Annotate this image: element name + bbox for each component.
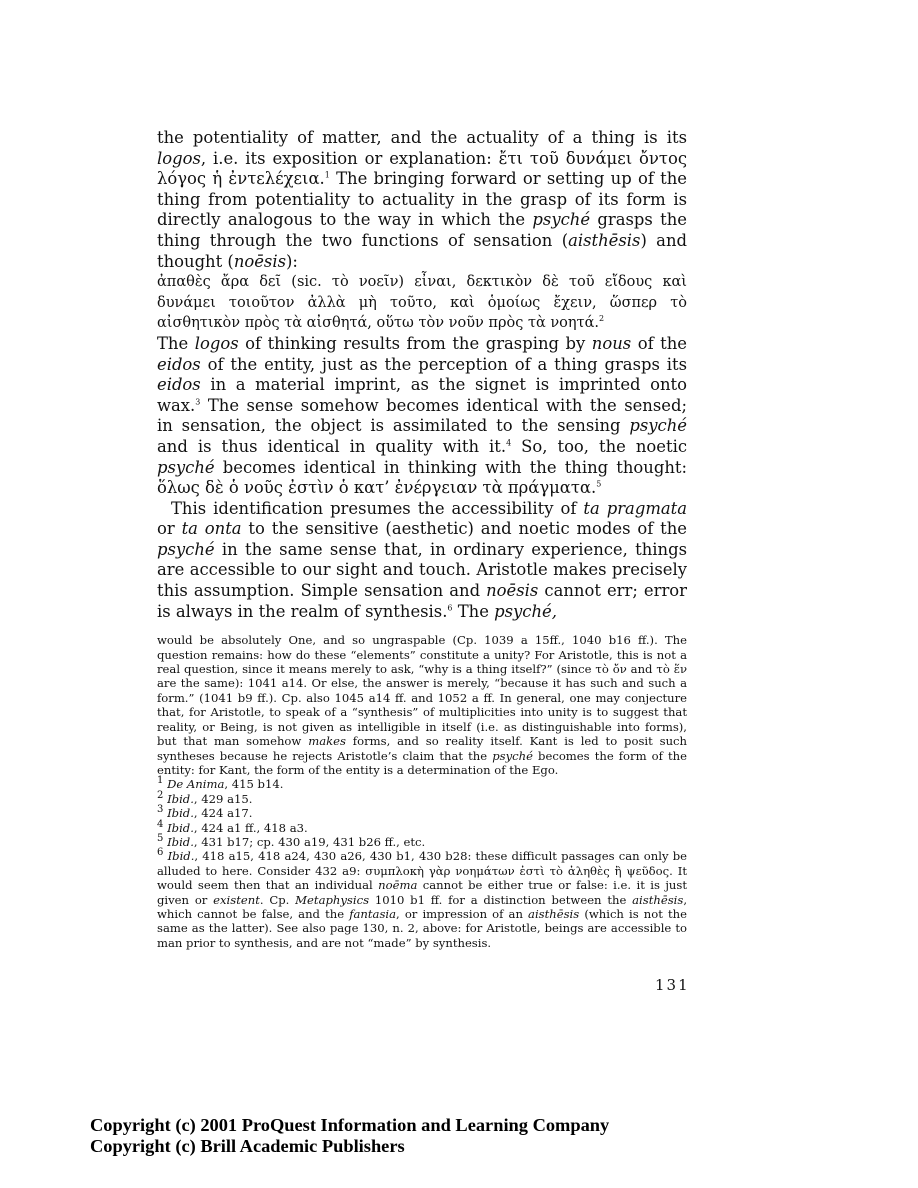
paragraph-2 xyxy=(157,334,687,499)
footnote-2 xyxy=(157,789,687,806)
footnote-marker: 2 xyxy=(157,789,164,801)
text: in the same sense that, in ordinary experience, things are accessible to our sight and touch. Aristotle makes precisely this assumption. Simple sensation and xyxy=(157,539,687,601)
text: of the entity, just as the perception of a thing grasps its xyxy=(200,354,687,374)
text: , 418 a15, 418 a24, 430 a26, 430 b1, 430 b28: these difficult passages can only be alluded to here. Consider 432 a9: συμπλοκὴ γὰρ νοημάτων ἐστὶ τὸ ἀληθὲς ἢ ψεῦδος. It would seem then that an individual xyxy=(157,849,687,893)
italic-term: Ibid. xyxy=(167,834,194,849)
italic-term: existent xyxy=(213,892,260,907)
footnote-ref: 3 xyxy=(195,397,201,407)
text: The xyxy=(157,333,195,353)
footnote-marker: 6 xyxy=(157,847,164,859)
footnote-ref: 5 xyxy=(596,479,602,489)
footnote-5 xyxy=(157,835,687,849)
italic-term: makes xyxy=(308,734,346,749)
italic-term: nous xyxy=(591,333,632,353)
footnote-marker: 4 xyxy=(157,818,164,830)
text: grasps the thing through the two functions of sensation ( xyxy=(157,210,687,250)
paragraph-3 xyxy=(157,499,687,623)
footnote-ref: 6 xyxy=(447,603,453,613)
italic-term: fantasia xyxy=(349,906,397,921)
italic-term: noēma xyxy=(378,878,418,893)
text: So, too, the noetic xyxy=(511,436,687,456)
text: , 429 a15. xyxy=(193,791,253,806)
italic-term: De Anima xyxy=(167,777,225,792)
text: or xyxy=(157,519,182,539)
italic-term: ta onta xyxy=(181,519,242,539)
italic-term: noēsis xyxy=(233,251,287,271)
footnotes xyxy=(157,633,687,950)
page-number: 131 xyxy=(655,976,690,994)
text: , 424 a17. xyxy=(193,806,253,821)
footnote-6 xyxy=(157,849,687,950)
italic-term: Ibid. xyxy=(167,849,195,864)
italic-term: logos xyxy=(157,148,201,168)
text: The xyxy=(452,601,495,621)
italic-term: Metaphysics xyxy=(295,892,370,907)
italic-term: psyché xyxy=(157,457,215,477)
text: of the xyxy=(631,333,687,353)
copyright-line-2: Copyright (c) Brill Academic Publishers xyxy=(90,1136,405,1156)
text: , 431 b17; cp. 430 a19, 431 b26 ff., etc. xyxy=(193,834,426,849)
footnote-ref: 1 xyxy=(324,170,330,180)
footnote-marker: 1 xyxy=(157,775,164,787)
footnote-3 xyxy=(157,806,687,820)
text: , i.e. its exposition or explanation: ἔτι τοῦ δυνάμει ὄντος λόγος ἡ ἐντελέχεια. xyxy=(157,148,687,189)
italic-term: eidos xyxy=(157,354,201,374)
footnote-marker: 5 xyxy=(157,833,164,845)
text: ) and thought ( xyxy=(157,230,687,271)
page-content xyxy=(157,128,687,950)
text: cannot err; error is always in the realm of synthesis. xyxy=(157,581,687,621)
italic-term: Ibid. xyxy=(167,791,194,806)
italic-term: Ibid. xyxy=(167,820,194,835)
text: (which is not the same as the latter). See also page 130, n. 2, above: for Aristotle, beings are accessible to man prior to synthesis, and are not “made” by synthesis. xyxy=(157,906,687,950)
greek-text: ἀπαθὲς ἄρα δεῖ (sic. τὸ νοεῖν) εἶναι, δεκτικὸν δὲ τοῦ εἴδους καὶ δυνάμει τοιοῦτον ἀλλὰ μὴ τοῦτο, καὶ ὁμοίως ἔχειν, ὥσπερ τὸ αἰσθητικὸν πρὸς τὰ αἰσθητά, οὕτω τὸν νοῦν πρὸς τὰ νοητά. xyxy=(157,274,687,332)
text: and is thus identical in quality with it. xyxy=(157,436,507,456)
text: , 424 a1 ff., 418 a3. xyxy=(193,820,308,835)
text: forms, and so reality itself. Kant is led to posit such syntheses because he rejects Aristotle’s claim that the xyxy=(157,734,688,763)
text: becomes identical in thinking with the thing thought: ὅλως δὲ ὁ νοῦς ἐστὶν ὁ κατ’ ἐνέργειαν τὰ πράγματα. xyxy=(157,457,687,498)
footnote-marker: 3 xyxy=(157,804,164,816)
footnote-1 xyxy=(157,777,687,791)
text: ): xyxy=(286,251,298,271)
italic-term: Ibid. xyxy=(167,806,194,821)
text: This identification presumes the accessibility of xyxy=(171,498,584,518)
main-text xyxy=(157,128,687,622)
text: . Cp. xyxy=(259,892,296,907)
text: of thinking results from the grasping by xyxy=(238,333,592,353)
italic-term: ta pragmata xyxy=(583,498,687,518)
footnote-ref: 2 xyxy=(599,314,605,324)
italic-term: eidos xyxy=(157,375,201,395)
text: 1010 b1 ff. for a distinction between the xyxy=(369,892,633,907)
italic-term: aisthēsis xyxy=(528,906,580,921)
text: The sense somehow becomes identical with the sensed; in sensation, the object is assimilated to the sensing xyxy=(157,395,687,436)
footnote-continuation xyxy=(157,633,687,777)
text: , which cannot be false, and the xyxy=(157,892,687,921)
text: becomes the form of the entity: for Kant, the form of the entity is a determination of the Ego. xyxy=(157,748,687,777)
text: to the sensitive (aesthetic) and noetic modes of the xyxy=(241,519,687,539)
text: in a material imprint, as the signet is imprinted onto wax. xyxy=(157,375,687,415)
italic-term: noēsis xyxy=(486,581,539,601)
footnote-ref: 4 xyxy=(506,438,512,448)
italic-term: psyché xyxy=(532,210,591,230)
text: , 415 b14. xyxy=(224,777,284,792)
text: the potentiality of matter, and the actuality of a thing is its xyxy=(157,128,687,147)
text: , or impression of an xyxy=(396,906,529,921)
italic-term: psyché, xyxy=(494,601,557,621)
text: would be absolutely One, and so ungraspable (Cp. 1039 a 15ff., 1040 b16 ff.). The question remains: how do these “elements” constitute a unity? For Aristotle, this is not a real question, since it means merely to ask, “why is a thing itself?” (since τὸ ὄν and τὸ ἕν are the same): 1041 a14. Or else, the answer is merely, “because it has such and such a form.” (1041 b9 ff.). Cp. also 1045 a14 ff. and 1052 a ff. In general, one may conjecture that, for Aristotle, to speak of a “synthesis” of multiplicities into unity is to suggest that reality, or Being, is not given as intelligible in itself (i.e. as distinguishable into forms), but that man somehow xyxy=(157,633,687,749)
italic-term: logos xyxy=(194,333,239,353)
text: The bringing forward or setting up of the thing from potentiality to actuality in the grasp of its form is directly analogous to the way in which the xyxy=(157,169,688,230)
italic-term: psyché xyxy=(492,748,533,763)
text: cannot be either true or false: i.e. it is just given or xyxy=(157,878,687,907)
italic-term: aisthēsis xyxy=(632,892,684,907)
italic-term: psyché xyxy=(629,416,687,436)
paragraph-1 xyxy=(157,128,687,272)
italic-term: aisthēsis xyxy=(568,230,641,250)
copyright-notice xyxy=(90,1115,609,1157)
footnote-4 xyxy=(157,818,687,835)
italic-term: psyché xyxy=(157,539,215,559)
greek-quotation xyxy=(157,272,687,334)
copyright-line-1: Copyright (c) 2001 ProQuest Information and Learning Company xyxy=(90,1115,610,1135)
